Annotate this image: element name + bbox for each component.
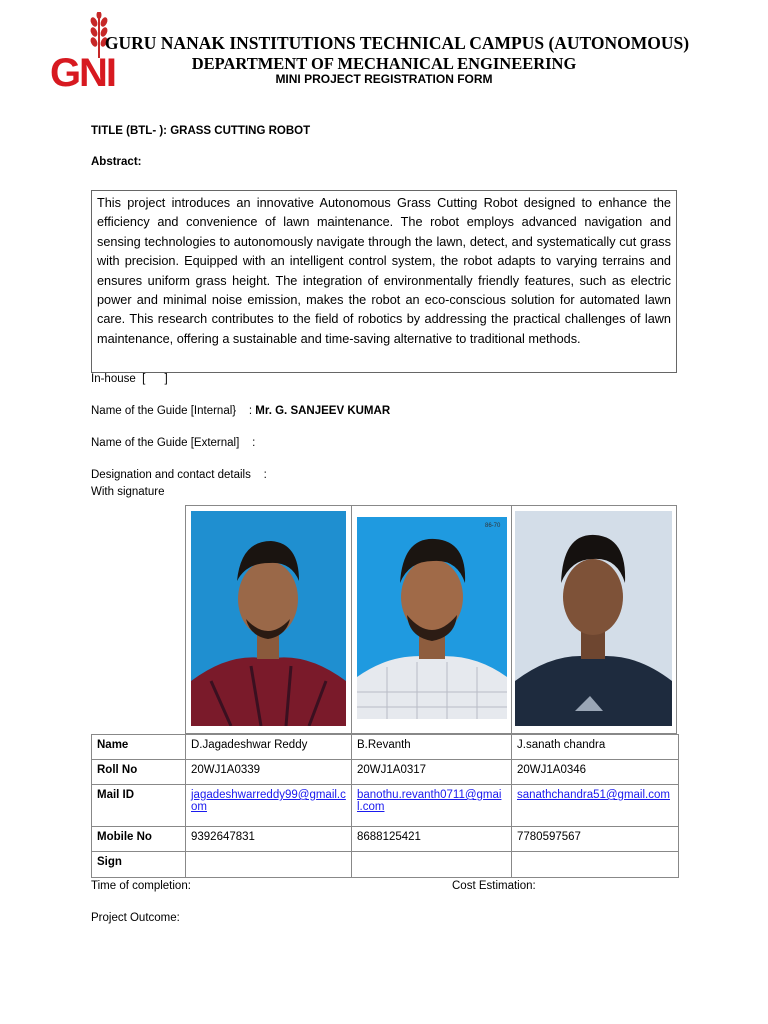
guide-internal-label: Name of the Guide [Internal} : (91, 405, 256, 417)
row-label-mobile: Mobile No (92, 827, 186, 852)
table-row (92, 760, 679, 785)
form-title: MINI PROJECT REGISTRATION FORM (275, 72, 493, 86)
guide-internal-value: Mr. G. SANJEEV KUMAR (255, 405, 391, 417)
student-roll: 20WJ1A0317 (352, 760, 512, 785)
table-row (92, 785, 679, 827)
signature-cell (352, 852, 512, 878)
abstract-text: This project introduces an innovative Autonomous Grass Cutting Robot designed to enhance the efficiency and convenience of lawn maintenance. The robot employs advanced navigation and sensing technologies to autonomously navigate through the lawn, detect, and systematically cut grass with precision. Equipped with an intelligent control system, the robot adapts to varying terrains and ensures uniform grass height. The integration of environmentally friendly features, such as electric power and minimal noise emission, makes the robot an eco-conscious solution for automated lawn care. This research contributes to the field of robotics by addressing the practical challenges of lawn maintenance, offering a sustainable and time-saving alternative to traditional methods. (91, 190, 677, 373)
abstract-label: Abstract: (91, 156, 142, 168)
student-photo-3 (515, 511, 672, 726)
row-label-roll: Roll No (92, 760, 186, 785)
designation-field: Designation and contact details : (91, 469, 267, 481)
student-photo-2 (357, 517, 507, 719)
institution-name: GURU NANAK INSTITUTIONS TECHNICAL CAMPUS (AUTONOMOUS) (104, 33, 690, 53)
department-name: DEPARTMENT OF MECHANICAL ENGINEERING (191, 54, 577, 73)
table-row (92, 852, 679, 878)
inhouse-field: In-house [ ] (91, 373, 168, 385)
row-label-sign: Sign (92, 852, 186, 878)
student-email-link[interactable]: sanathchandra51@gmail.com (517, 789, 670, 801)
logo-text: GNI (50, 51, 114, 94)
student-mobile: 8688125421 (352, 827, 512, 852)
student-name: J.sanath chandra (512, 735, 679, 760)
student-name: B.Revanth (352, 735, 512, 760)
student-mobile: 7780597567 (512, 827, 679, 852)
table-row (92, 735, 679, 760)
photo-tag: 86-70 (485, 523, 501, 529)
guide-internal-field (91, 405, 390, 417)
guide-external-field: Name of the Guide [External] : (91, 437, 256, 449)
project-title: TITLE (BTL- ): GRASS CUTTING ROBOT (91, 125, 311, 137)
with-signature-label: With signature (91, 486, 165, 498)
student-email-link[interactable]: jagadeshwarreddy99@gmail.com (191, 789, 346, 813)
signature-cell (512, 852, 679, 878)
student-name: D.Jagadeshwar Reddy (186, 735, 352, 760)
table-row (92, 827, 679, 852)
row-label-mail: Mail ID (92, 785, 186, 827)
student-photo-1 (191, 511, 346, 726)
student-email-link[interactable]: banothu.revanth0711@gmail.com (357, 789, 502, 813)
row-label-name: Name (92, 735, 186, 760)
student-mobile: 9392647831 (186, 827, 352, 852)
project-outcome-label: Project Outcome: (91, 912, 180, 924)
student-details-table (91, 734, 679, 878)
time-of-completion-label: Time of completion: (91, 880, 191, 892)
cost-estimation-label: Cost Estimation: (452, 880, 536, 892)
student-roll: 20WJ1A0339 (186, 760, 352, 785)
student-roll: 20WJ1A0346 (512, 760, 679, 785)
signature-cell (186, 852, 352, 878)
student-photo-table (185, 505, 677, 734)
